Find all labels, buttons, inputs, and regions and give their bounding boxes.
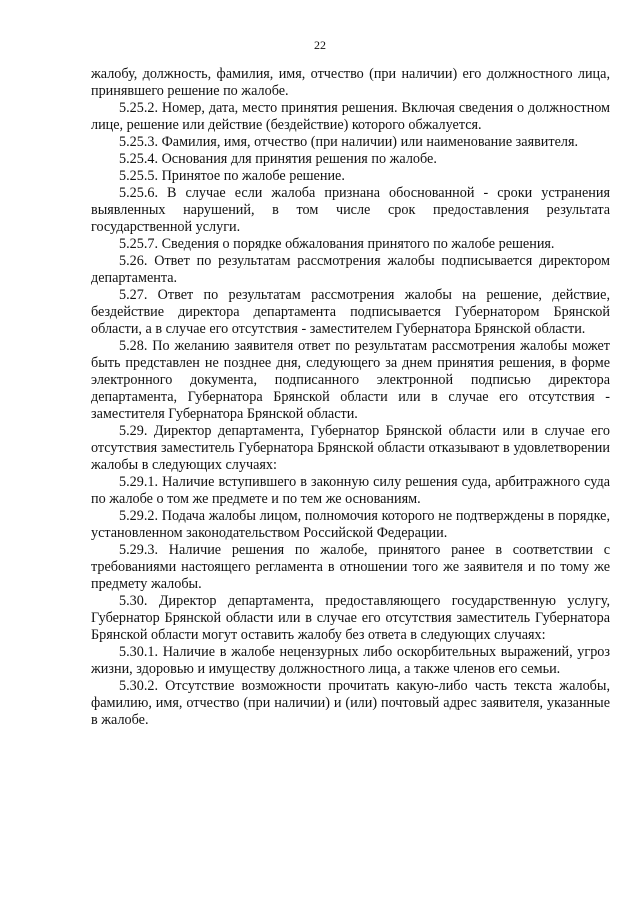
- paragraph-5-30: 5.30. Директор департамента, предоставляющего государственную услугу, Губернатор Брянской области или в случае его отсутствия заместитель Губернатора Брянской области могут оставить жалобу без ответа в следующих случаях:: [91, 593, 610, 643]
- paragraph-5-25-5: 5.25.5. Принятое по жалобе решение.: [119, 168, 345, 184]
- paragraph-5-26: 5.26. Ответ по результатам рассмотрения жалобы подписывается директором департамента.: [91, 253, 610, 286]
- paragraph-5-29-1: 5.29.1. Наличие вступившего в законную силу решения суда, арбитражного суда по жалобе о том же предмете и по тем же основаниям.: [91, 474, 610, 507]
- paragraph-5-29: 5.29. Директор департамента, Губернатор Брянской области или в случае его отсутствия заместитель Губернатора Брянской области отказывают в удовлетворении жалобы в следующих случаях:: [91, 423, 610, 473]
- paragraph-5-27: 5.27. Ответ по результатам рассмотрения жалобы на решение, действие, бездействие директора департамента подписывается Губернатором Брянской области, а в случае его отсутствия - заместителем Губернатора Брянской области.: [91, 287, 610, 337]
- page-number: 22: [314, 38, 326, 52]
- paragraph-5-25-3: 5.25.3. Фамилия, имя, отчество (при наличии) или наименование заявителя.: [119, 134, 579, 150]
- paragraph-5-25-2: 5.25.2. Номер, дата, место принятия решения. Включая сведения о должностном лице, решение или действие (бездействие) которого обжалуется.: [91, 100, 610, 133]
- paragraph-5-25-7: 5.25.7. Сведения о порядке обжалования принятого по жалобе решения.: [119, 236, 555, 252]
- paragraph-5-30-1: 5.30.1. Наличие в жалобе нецензурных либо оскорбительных выражений, угроз жизни, здоровью и имуществу должностного лица, а также членов его семьи.: [91, 644, 610, 677]
- document-body: [91, 66, 610, 729]
- paragraph-5-28: 5.28. По желанию заявителя ответ по результатам рассмотрения жалобы может быть представлен не позднее дня, следующего за днем принятия решения, в форме электронного документа, подписанного электронной подписью директора департамента, Губернатора Брянской области или в случае его отсутствия - заместителя Губернатора Брянской области.: [91, 338, 610, 422]
- paragraph-5-29-2: 5.29.2. Подача жалобы лицом, полномочия которого не подтверждены в порядке, установленном законодательством Российской Федерации.: [91, 508, 610, 541]
- paragraph-5-29-3: 5.29.3. Наличие решения по жалобе, принятого ранее в соответствии с требованиями настоящего регламента в отношении того же заявителя и по тому же предмету жалобы.: [91, 542, 610, 592]
- paragraph-5-30-2: 5.30.2. Отсутствие возможности прочитать какую-либо часть текста жалобы, фамилию, имя, отчество (при наличии) и (или) почтовый адрес заявителя, указанные в жалобе.: [91, 678, 610, 728]
- paragraph-5-25-4: 5.25.4. Основания для принятия решения по жалобе.: [119, 151, 437, 167]
- paragraph-continuation: жалобу, должность, фамилия, имя, отчество (при наличии) его должностного лица, принявшего решение по жалобе.: [91, 66, 610, 99]
- paragraph-5-25-6: 5.25.6. В случае если жалоба признана обоснованной - сроки устранения выявленных нарушений, в том числе срок предоставления результата государственной услуги.: [91, 185, 610, 235]
